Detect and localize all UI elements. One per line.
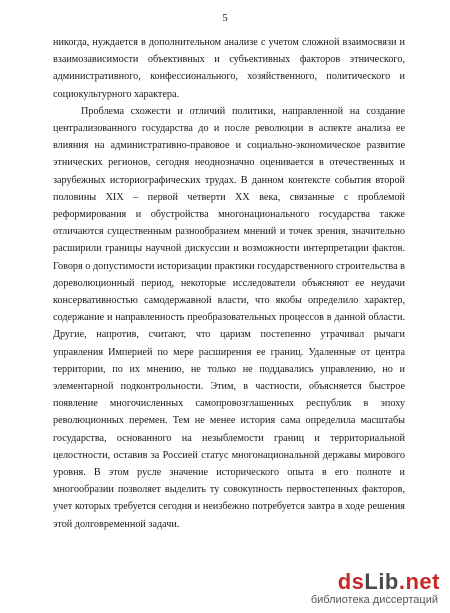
logo-lib-text: Lib [364, 569, 399, 594]
page-number: 5 [222, 12, 228, 24]
watermark-logo [338, 569, 440, 595]
paragraph-continuation: никогда, нуждается в дополнительном анализе с учетом сложной взаимосвязи и взаимозависимости объективных и субъективных факторов этнического, административного, конфессионального, хозяйственного, политического и социокультурного характера. [53, 37, 405, 100]
logo-net-text: .net [398, 569, 440, 594]
logo-ds-text: ds [337, 569, 365, 594]
document-body [53, 34, 405, 533]
watermark [270, 569, 440, 609]
paragraph: Проблема схожести и отличий политики, направленной на создание централизованного государства до и после революции в аспекте анализа ее влияния на административно-правовое и социально-экономическое развитие этнических регионов, сегодня неоднозначно оценивается в отечественных и зарубежных историографических трудах. В данном контексте события второй половины XIX – первой четверти XX века, связанные с проблемой реформирования и обустройства многонационального государства также отличаются существенным разнообразием мнений и точек зрения, значительно расширили границы научной дискуссии и возможности интерпретации фактов. Говоря о допустимости историзации практики государственного строительства в дореволюционный период, некоторые исследователи объясняют ее неудачи консервативностью самодержавной власти, что якобы определило характер, содержание и направленность преобразовательных процессов в данной области. Другие, напротив, считают, что царизм постепенно утрачивал рычаги управления Империей по мере расширения ее границ. Удаленные от центра территории, по их мнению, не только не поддавались управлению, но и элементарной подконтрольности. Этим, в частности, объясняется быстрое появление многочисленных самопровозглашенных республик в эпоху революционных перемен. Тем не менее история сама определила масштабы государства, основанного на незыблемости границ и территориальной целостности, оставив за Россией статус многонациональной державы мирового уровня. В этом русле значение исторического опыта в его полноте и многообразии позволяет выделить ту совокупность первостепенных факторов, учет которых требуется сегодня и неизбежно потребуется завтра в ходе решения этой долговременной задачи. [53, 105, 405, 530]
watermark-tagline: библиотека диссертаций [310, 594, 438, 606]
